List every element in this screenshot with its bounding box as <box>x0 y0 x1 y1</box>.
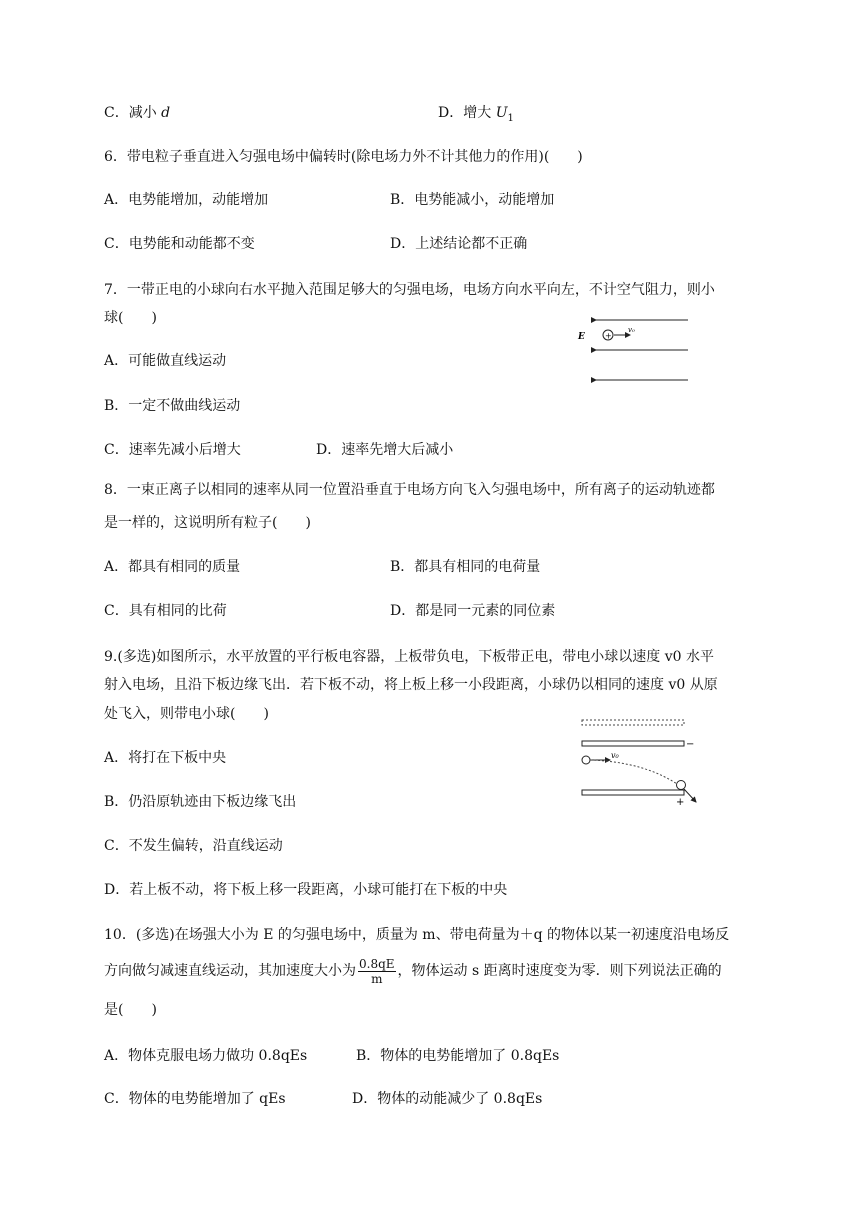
q6-option-c: C．电势能和动能都不变 <box>104 236 255 252</box>
acceleration-fraction: $\frac{0.8qE}{m}$ <box>359 956 395 986</box>
exit-velocity-arrow <box>684 789 696 802</box>
q9-option-c: C．不发生偏转，沿直线运动 <box>104 838 283 854</box>
q8-stem-line2: 是一样的，这说明所有粒子( ) <box>104 515 311 531</box>
q6-option-d: D．上述结论都不正确 <box>390 236 528 252</box>
upper-plate-minus: − <box>686 739 695 750</box>
lower-plate <box>582 790 684 795</box>
q9-stem-line3: 处飞入，则带电小球( ) <box>104 706 269 722</box>
q10-stem-line1: 10．(多选)在场强大小为 E 的匀强电场中，质量为 m、带电荷量为＋q 的物体以某一初速度沿电场反 <box>104 927 729 943</box>
q8-option-c: C．具有相同的比荷 <box>104 603 227 619</box>
upper-plate <box>582 741 684 746</box>
q9-stem-line2: 射入电场，且沿下板边缘飞出．若下板不动，将上板上移一小段距离，小球仍以相同的速度 v0 从原 <box>104 677 718 693</box>
q6-option-b: B．电势能减小，动能增加 <box>390 192 555 208</box>
q9-capacitor-figure <box>576 716 704 808</box>
q10-option-c: C．物体的电势能增加了 qEs <box>104 1091 286 1107</box>
q8-option-b: B．都具有相同的电荷量 <box>390 559 541 575</box>
q8-stem-line1: 8．一束正离子以相同的速率从同一位置沿垂直于电场方向飞入匀强电场中，所有离子的运动轨迹都 <box>104 482 715 498</box>
q5-option-d: D．增大 $U_1$ <box>438 105 514 124</box>
q9-option-b: B．仍沿原轨迹由下板边缘飞出 <box>104 794 297 810</box>
ball-charge-plus: + <box>605 331 612 341</box>
initial-velocity-label: v₀ <box>611 751 619 760</box>
upper-plate-moved-dashed <box>582 720 684 725</box>
q10-option-a: A．物体克服电场力做功 0.8qEs <box>104 1048 308 1064</box>
q7-stem-line1: 7．一带正电的小球向右水平抛入范围足够大的匀强电场，电场方向水平向左，不计空气阻力，则小 <box>104 282 715 298</box>
q8-option-a: A．都具有相同的质量 <box>104 559 241 575</box>
lower-plate-plus: + <box>676 797 685 808</box>
field-label-e: E <box>578 332 585 342</box>
q5-option-c: C．减小 d <box>104 105 171 121</box>
ball-start <box>582 756 590 764</box>
q8-option-d: D．都是同一元素的同位素 <box>390 603 556 619</box>
trajectory-dashed <box>590 760 680 786</box>
q10-stem-line2: 方向做匀减速直线运动，其加速度大小为 $\frac{0.8qE}{m}$ ，物体运动 s 距离时速度变为零．则下列说法正确的 <box>104 956 722 986</box>
q7-option-a: A．可能做直线运动 <box>104 353 227 369</box>
q10-stem-line3: 是( ) <box>104 1002 157 1018</box>
q7-option-b: B．一定不做曲线运动 <box>104 398 241 414</box>
q9-option-d: D．若上板不动，将下板上移一段距离，小球可能打在下板的中央 <box>104 882 508 898</box>
q7-option-d: D．速率先增大后减小 <box>316 442 454 458</box>
q7-field-figure <box>572 312 696 388</box>
q7-stem-line2: 球( ) <box>104 310 157 326</box>
q10-option-b: B．物体的电势能增加了 0.8qEs <box>356 1048 560 1064</box>
q6-stem: 6．带电粒子垂直进入匀强电场中偏转时(除电场力外不计其他力的作用)( ) <box>104 149 583 165</box>
q10-option-d: D．物体的动能减少了 0.8qEs <box>352 1091 543 1107</box>
q9-stem-line1: 9.(多选)如图所示，水平放置的平行板电容器，上板带负电，下板带正电，带电小球以速度 v0 水平 <box>104 649 714 665</box>
velocity-label: v₀ <box>628 326 635 334</box>
q7-option-c: C．速率先减小后增大 <box>104 442 241 458</box>
q9-option-a: A．将打在下板中央 <box>104 750 227 766</box>
ball-exit <box>677 781 686 790</box>
q6-option-a: A．电势能增加，动能增加 <box>104 192 269 208</box>
